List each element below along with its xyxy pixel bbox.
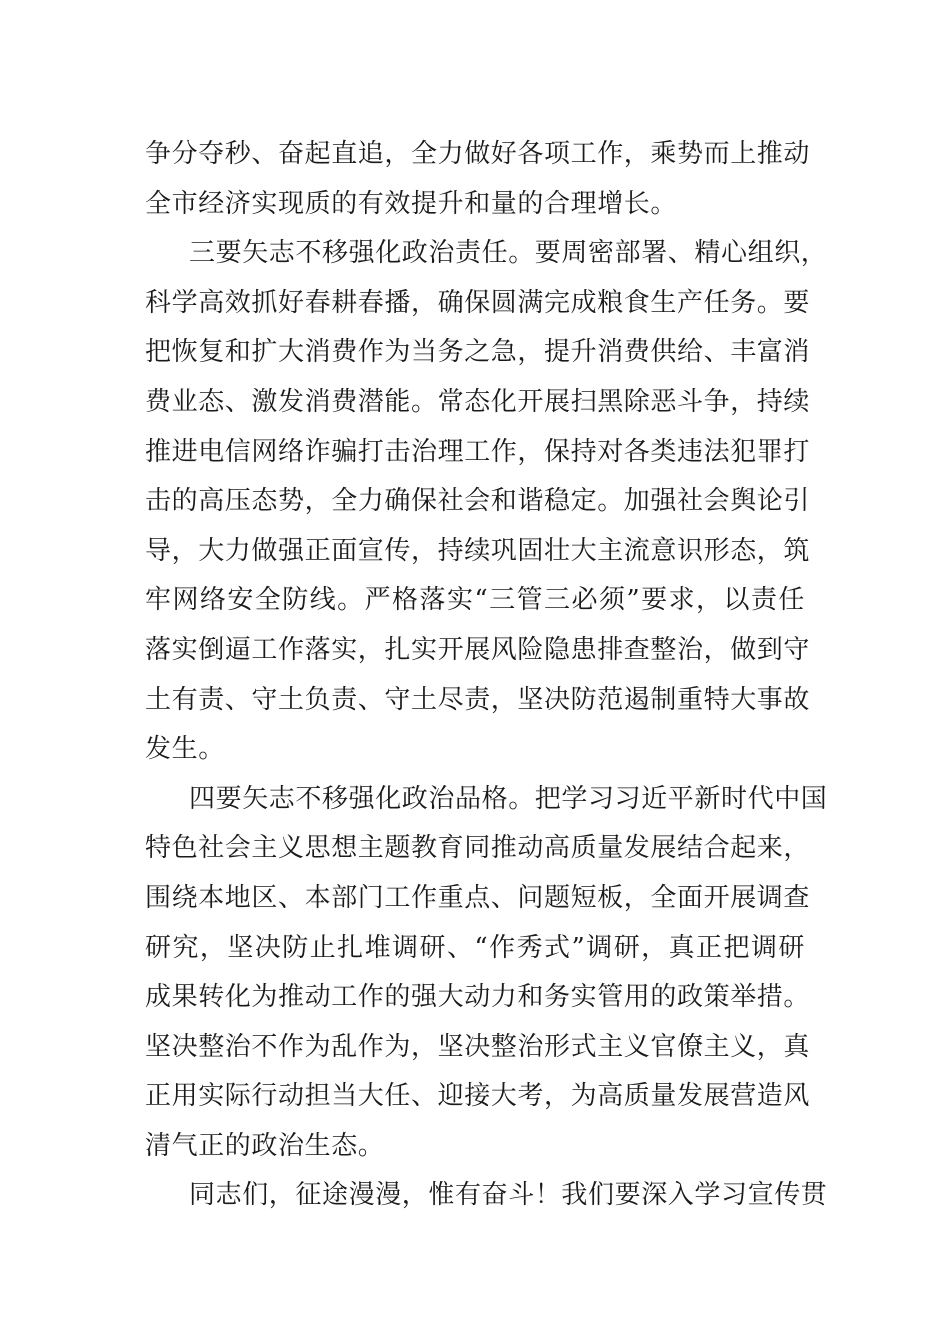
text-line: 三要矢志不移强化政治责任。要周密部署、精心组织， <box>189 238 828 269</box>
text-line: 争分夺秒、奋起直追，全力做好各项工作，乘势而上推动 <box>145 139 811 169</box>
text-line: 同志们，征途漫漫，惟有奋斗！我们要深入学习宣传贯 <box>189 1180 828 1211</box>
text-line: 土有责、守土负责、守土尽责，坚决防范遏制重特大事故 <box>145 684 811 715</box>
paragraph-3 <box>145 775 828 1172</box>
paragraph-2 <box>145 229 828 775</box>
document-body <box>145 130 828 1221</box>
text-line: 落实倒逼工作落实，扎实开展风险隐患排查整治，做到守 <box>145 634 811 665</box>
text-line: 围绕本地区、本部门工作重点、问题短板，全面开展调查 <box>145 882 811 913</box>
text-line: 推进电信网络诈骗打击治理工作，保持对各类违法犯罪打 <box>145 436 811 467</box>
text-line: 费业态、激发消费潜能。常态化开展扫黑除恶斗争，持续 <box>145 386 811 417</box>
text-line: 成果转化为推动工作的强大动力和务实管用的政策举措。 <box>145 982 811 1013</box>
paragraph-1 <box>145 130 811 229</box>
text-line: 全市经济实现质的有效提升和量的合理增长。 <box>145 188 678 219</box>
text-line: 击的高压态势，全力确保社会和谐稳定。加强社会舆论引 <box>145 486 811 517</box>
text-line: 四要矢志不移强化政治品格。把学习习近平新时代中国 <box>189 783 828 814</box>
text-line: 坚决整治不作为乱作为，坚决整治形式主义官僚主义，真 <box>145 1031 811 1062</box>
text-line: 清气正的政治生态。 <box>145 1130 385 1161</box>
text-line: 把恢复和扩大消费作为当务之急，提升消费供给、丰富消 <box>145 337 811 368</box>
paragraph-4 <box>145 1171 828 1221</box>
text-line: 研究，坚决防止扎堆调研、“作秀式”调研，真正把调研 <box>145 932 805 963</box>
text-line: 科学高效抓好春耕春播，确保圆满完成粮食生产任务。要 <box>145 287 811 318</box>
text-line: 导，大力做强正面宣传，持续巩固壮大主流意识形态，筑 <box>145 535 811 566</box>
text-line: 特色社会主义思想主题教育同推动高质量发展结合起来， <box>145 833 811 864</box>
text-line: 正用实际行动担当大任、迎接大考，为高质量发展营造风 <box>145 1081 811 1112</box>
text-line: 牢网络安全防线。严格落实“三管三必须”要求，以责任 <box>145 585 805 616</box>
text-line: 发生。 <box>145 734 225 765</box>
